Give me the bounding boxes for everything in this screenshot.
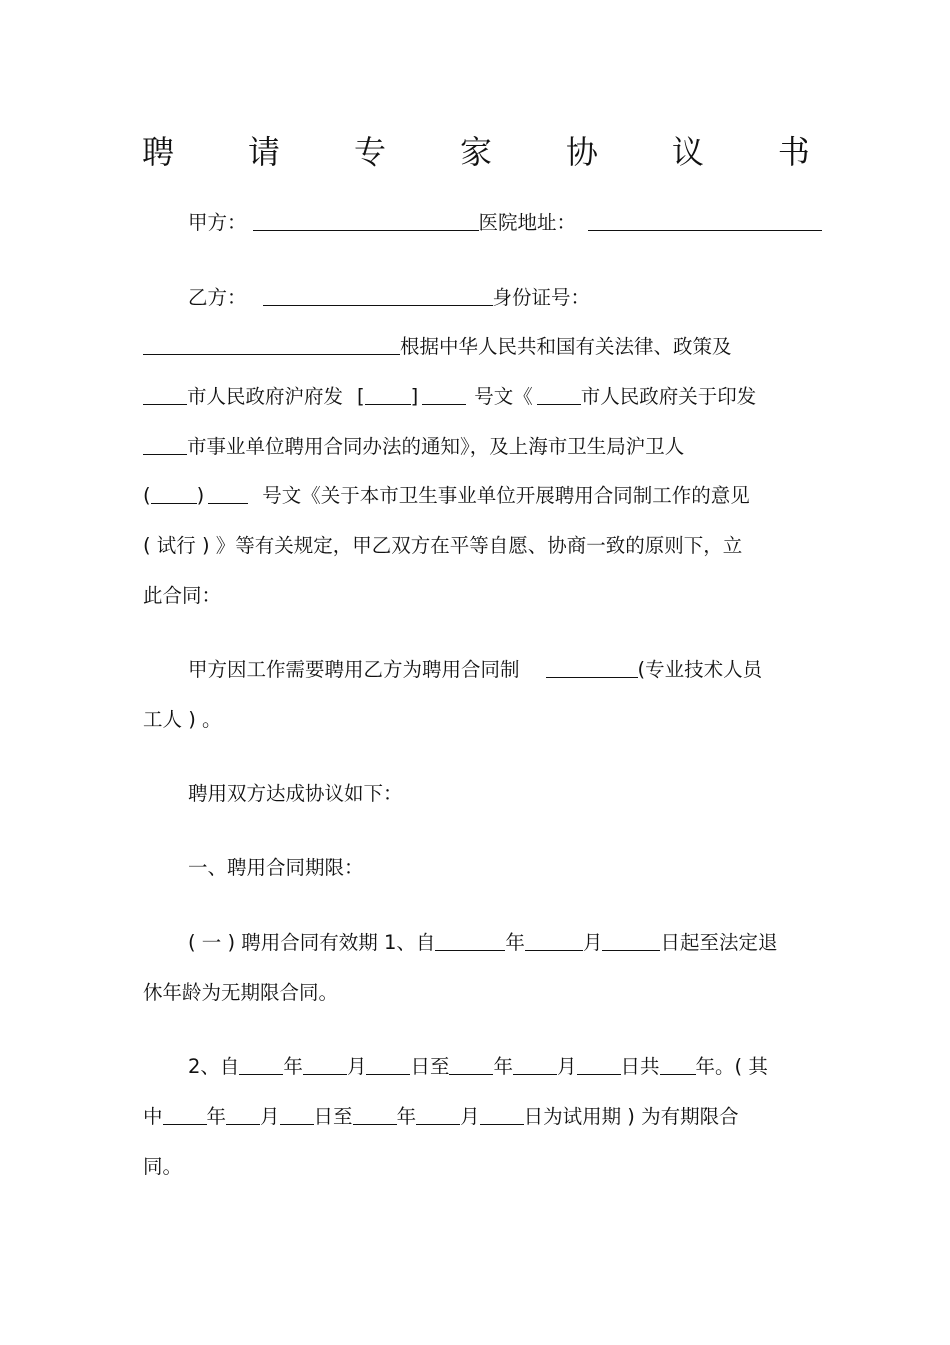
- title-char: 书: [777, 133, 810, 171]
- blank: [525, 930, 583, 951]
- body-line: [143, 382, 823, 412]
- blank: [208, 483, 248, 504]
- body-text: 年: [396, 1105, 417, 1128]
- blank: [365, 384, 411, 405]
- party-b-blank: [263, 285, 493, 306]
- blank: [303, 1054, 347, 1075]
- blank: [537, 384, 581, 405]
- body-text: 日起至法定退: [660, 931, 778, 954]
- body-text: 日共: [620, 1055, 660, 1078]
- id-number-blank: [143, 334, 400, 355]
- body-line: [188, 655, 868, 685]
- body-line: [188, 928, 868, 958]
- body-line: 此合同：: [143, 584, 222, 607]
- bracket: ): [196, 484, 205, 507]
- body-line: [143, 1102, 823, 1132]
- body-text: 市人民政府沪府发: [187, 385, 344, 408]
- body-text: 月: [556, 1055, 577, 1078]
- body-text: 2、自: [188, 1055, 240, 1078]
- party-a-line: [188, 208, 868, 238]
- bracket: ]: [410, 385, 419, 408]
- body-line: 休年龄为无期限合同。: [143, 981, 339, 1004]
- party-a-blank: [253, 210, 479, 231]
- blank: [513, 1054, 557, 1075]
- blank: [422, 384, 466, 405]
- body-text: 号文《: [474, 385, 533, 408]
- body-text: 月: [582, 931, 603, 954]
- body-text: ( 一 ) 聘用合同有效期 1、自: [188, 931, 436, 954]
- body-text: (专业技术人员: [637, 658, 763, 681]
- blank: [143, 434, 187, 455]
- blank: [226, 1104, 260, 1125]
- body-line: 工人 ) 。: [143, 708, 222, 731]
- body-text: 日为试用期 ) 为有期限合: [523, 1105, 739, 1128]
- title-char: 聘: [142, 133, 175, 171]
- blank: [449, 1054, 493, 1075]
- blank: [163, 1104, 207, 1125]
- blank: [577, 1054, 621, 1075]
- body-text: 号文《关于本市卫生事业单位开展聘用合同制工作的意见: [262, 484, 750, 507]
- body-text: 年: [505, 931, 525, 954]
- blank: [416, 1104, 460, 1125]
- blank: [151, 483, 197, 504]
- body-line: 同。: [143, 1155, 183, 1178]
- body-line: ( 试行 ) 》等有关规定，甲乙双方在平等自愿、协商一致的原则下，立: [143, 534, 743, 557]
- blank: [143, 384, 187, 405]
- body-text: 月: [460, 1105, 480, 1128]
- section-heading: 一、聘用合同期限：: [188, 856, 364, 879]
- party-b-line: [188, 283, 868, 313]
- blank: [366, 1054, 410, 1075]
- body-line: 聘用双方达成协议如下：: [188, 782, 403, 805]
- body-text: 月: [346, 1055, 367, 1078]
- party-b-label: 乙方：: [188, 286, 247, 309]
- title-char: 协: [565, 133, 598, 171]
- blank: [480, 1104, 524, 1125]
- body-text: 日至: [410, 1055, 450, 1078]
- body-line: [143, 432, 823, 462]
- title-char: 专: [353, 133, 386, 171]
- bracket: (: [143, 484, 151, 507]
- id-number-label: 身份证号：: [492, 286, 591, 309]
- party-a-label: 甲方：: [188, 211, 247, 234]
- body-text: 年。( 其: [695, 1055, 768, 1078]
- blank: [602, 930, 660, 951]
- body-text: 日至: [313, 1105, 353, 1128]
- blank: [280, 1104, 314, 1125]
- body-text: 市事业单位聘用合同办法的通知》，及上海市卫生局沪卫人: [187, 435, 685, 458]
- body-text: 中: [143, 1105, 163, 1128]
- body-text: 根据中华人民共和国有关法律、政策及: [400, 335, 732, 358]
- body-text: 市人民政府关于印发: [580, 385, 757, 408]
- blank: [239, 1054, 283, 1075]
- blank: [353, 1104, 397, 1125]
- hospital-address-blank: [588, 210, 822, 231]
- hospital-address-label: 医院地址：: [478, 211, 577, 234]
- blank: [660, 1054, 696, 1075]
- body-line: [143, 332, 823, 362]
- body-text: 年: [206, 1105, 227, 1128]
- body-text: 甲方因工作需要聘用乙方为聘用合同制: [188, 658, 520, 681]
- body-line: [143, 481, 823, 511]
- blank: [435, 930, 505, 951]
- body-text: 年: [493, 1055, 513, 1078]
- title-char: 家: [459, 133, 492, 171]
- bracket: [: [357, 385, 365, 408]
- document-title: [142, 124, 810, 176]
- title-char: 请: [247, 133, 280, 171]
- body-text: 年: [283, 1055, 303, 1078]
- body-text: 月: [260, 1105, 280, 1128]
- title-char: 议: [671, 133, 704, 171]
- body-line: [188, 1052, 868, 1082]
- blank: [546, 657, 638, 678]
